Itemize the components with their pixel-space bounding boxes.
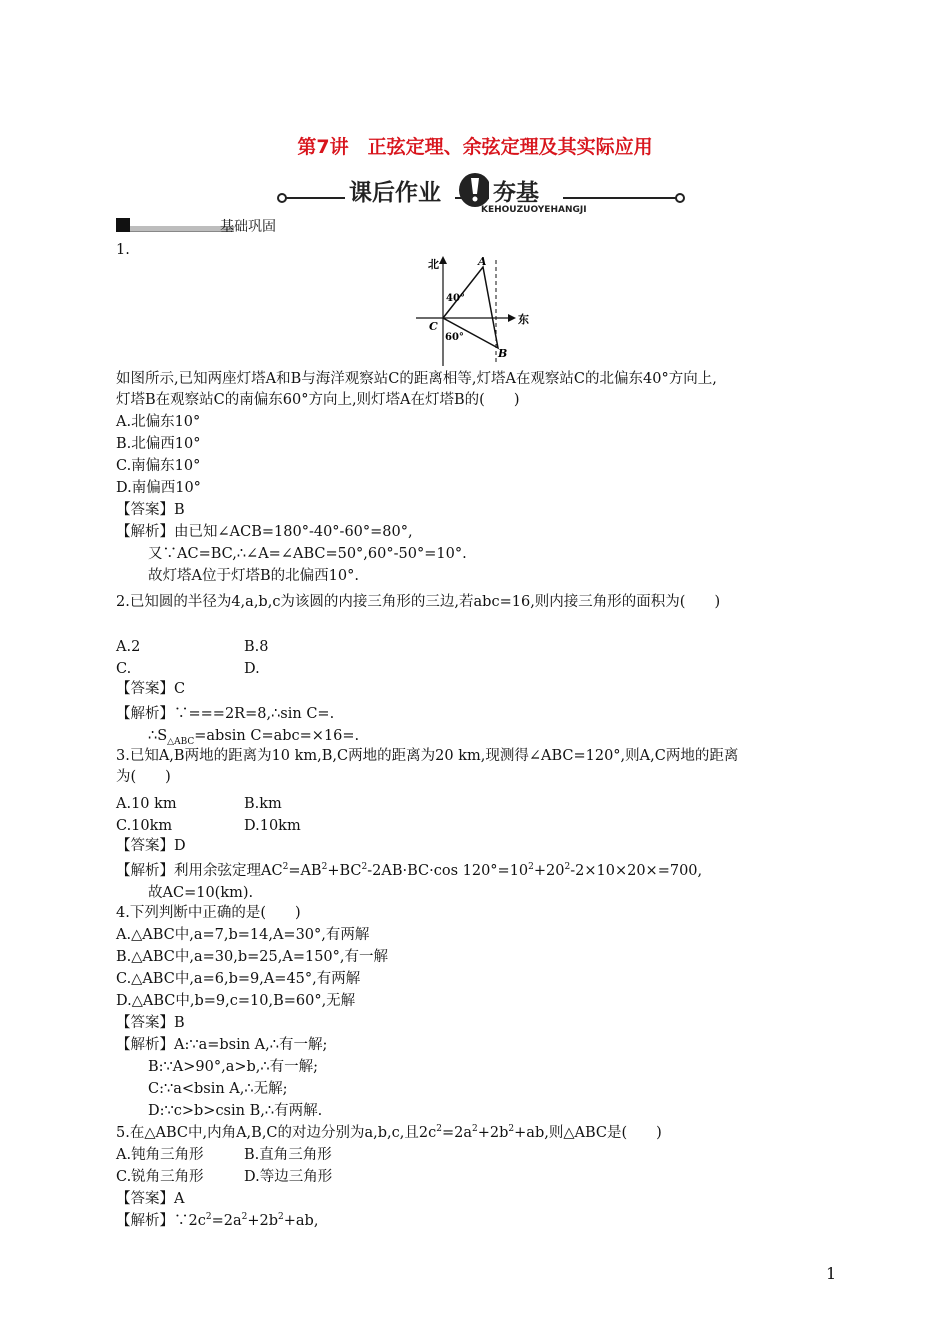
q4-analysis-3: C:∵a<bsin A,∴无解; [148,1081,288,1097]
q1-option-c: C.南偏东10° [116,458,201,474]
q4-option-d: D.△ABC中,b=9,c=10,B=60°,无解 [116,993,356,1009]
svg-text:40°: 40° [446,293,465,304]
q3-analysis-2: 故AC=10(km). [148,885,254,901]
svg-text:北: 北 [428,258,439,271]
q4-option-a: A.△ABC中,a=7,b=14,A=30°,有两解 [116,927,370,943]
svg-text:KEHOUZUOYEHANGJI: KEHOUZUOYEHANGJI [481,205,587,215]
svg-text:60°: 60° [445,332,464,343]
q4-analysis-1: 【解析】A:∵a=bsin A,∴有一解; [116,1037,328,1053]
q2-option-b: B.8 [244,639,269,655]
q5-stem: 5.在△ABC中,内角A,B,C的对边分别为a,b,c,且$2c^2=2a^2+2b^2+ab$,则△ABC是( ) [116,1124,662,1141]
q1-option-b: B.北偏西10° [116,436,201,452]
q4-stem: 4.下列判断中正确的是( ) [116,905,301,921]
q3-option-b: B.km [244,796,282,812]
q2-option-d: D. [244,661,260,677]
svg-text:C: C [429,320,438,333]
q3-stem-line2: 为( ) [116,769,171,785]
q5-option-a: A.钝角三角形 [116,1147,204,1163]
q4-analysis-2: B:∵A>90°,a>b,∴有一解; [148,1059,318,1075]
q5-analysis-1: 【解析】$\because 2c^2=2a^2+2b^2+ab$, [116,1212,319,1229]
q5-option-c: C.锐角三角形 [116,1169,204,1185]
q2-analysis-2: $\therefore S_{\triangle ABC}=absin$ C=abc=×16=. [148,728,360,747]
q4-option-c: C.△ABC中,a=6,b=9,A=45°,有两解 [116,971,361,987]
page-number: 1 [826,1264,837,1283]
q1-option-a: A.北偏东10° [116,414,201,430]
q1-analysis-3: 故灯塔A位于灯塔B的北偏西10°. [148,568,359,584]
q5-option-b: B.直角三角形 [244,1147,332,1163]
section-bar [130,226,234,232]
q1-stem-line2: 灯塔B在观察站C的南偏东60°方向上,则灯塔A在灯塔B的( ) [116,392,520,408]
q1-figure [410,254,540,366]
q4-analysis-4: D:∵c>b>csin B,∴有两解. [148,1103,323,1119]
q3-option-a: A.10 km [116,796,177,812]
svg-text:夯基: 夯基 [493,180,539,206]
svg-text:课后作业: 课后作业 [349,180,441,206]
svg-text:A: A [478,255,487,268]
q1-answer: 【答案】B [116,502,185,518]
q2-option-c: C. [116,661,132,677]
q5-option-d: D.等边三角形 [244,1169,333,1185]
q3-analysis-1: 【解析】利用余弦定理$AC^2=AB^2+BC^2-2AB\cdot BC\cdot\cos$ $120^\circ=10^2+20^2-2\times 10\times 20\times=700$, [116,862,703,879]
q3-answer: 【答案】D [116,838,186,854]
q3-option-d: D.10km [244,818,301,834]
q5-answer: 【答案】A [116,1191,185,1207]
section-label: 基础巩固 [220,219,276,235]
q2-option-a: A.2 [116,639,141,655]
q1-analysis-2: 又∵AC=BC,∴∠A=∠ABC=50°,60°-50°=10°. [148,546,467,562]
q3-option-c: C.10km [116,818,173,834]
svg-text:东: 东 [518,313,529,326]
q2-answer: 【答案】C [116,681,186,697]
q4-answer: 【答案】B [116,1015,185,1031]
q1-option-d: D.南偏西10° [116,480,201,496]
q4-option-b: B.△ABC中,a=30,b=25,A=150°,有一解 [116,949,389,965]
q1-analysis-1: 【解析】由已知∠ACB=180°-40°-60°=80°, [116,524,413,540]
q1-stem-line1: 如图所示,已知两座灯塔A和B与海洋观察站C的距离相等,灯塔A在观察站C的北偏东40°方向上, [116,371,717,387]
page-title: 第7讲 正弦定理、余弦定理及其实际应用 [297,136,653,158]
q3-stem-line1: 3.已知A,B两地的距离为10 km,B,C两地的距离为20 km,现测得∠ABC=120°,则A,C两地的距离 [116,748,739,764]
section-square-icon [116,218,130,232]
banner-logo [275,170,687,216]
q2-analysis-1: 【解析】∵===2R=8,∴sin C=. [116,706,335,722]
q1-number: 1. [116,242,130,258]
q2-stem: 2.已知圆的半径为4,a,b,c为该圆的内接三角形的三边,若abc=16,则内接三角形的面积为( ) [116,594,721,610]
svg-text:B: B [498,347,508,360]
